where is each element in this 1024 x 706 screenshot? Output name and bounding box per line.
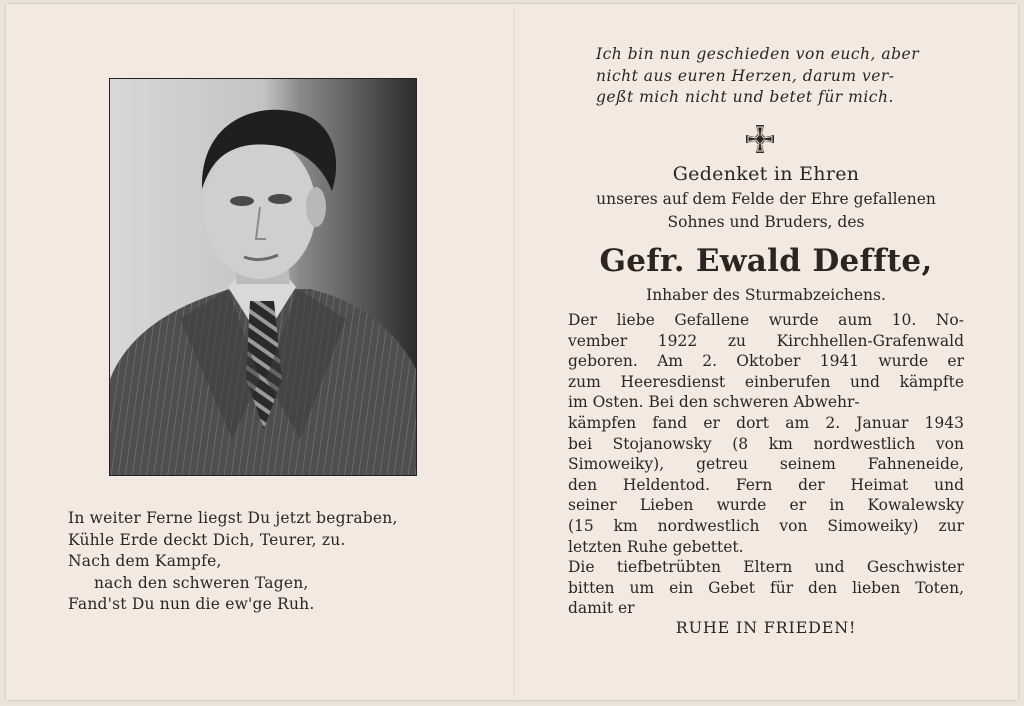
biography-line: Simoweiky), getreu seinem Fahneneide, bbox=[568, 455, 964, 474]
distinction: Inhaber des Sturmabzeichens. bbox=[646, 286, 886, 304]
closing-phrase: RUHE IN FRIEDEN! bbox=[675, 618, 857, 637]
biography-line: bei Stojanowsky (8 km nordwestlich von bbox=[568, 434, 964, 453]
heading: Gedenket in Ehren bbox=[672, 163, 860, 185]
poem-line: Fand'st Du nun die ew'ge Ruh. bbox=[68, 595, 315, 613]
center-fold bbox=[514, 4, 516, 700]
memorial-poem bbox=[68, 508, 488, 616]
biography-line: den Heldentod. Fern der Heimat und bbox=[568, 475, 964, 494]
biography-line: damit er bbox=[568, 599, 635, 618]
portrait-photo bbox=[109, 78, 417, 476]
motto-line: Ich bin nun geschieden von euch, aber bbox=[596, 45, 920, 63]
motto-line: geßt mich nicht und betet für mich. bbox=[596, 88, 894, 106]
biography-line: seiner Lieben wurde er in Kowalewsky bbox=[568, 496, 964, 515]
subheading-line: unseres auf dem Felde der Ehre gefallenen bbox=[596, 190, 936, 208]
biography-line: kämpfen fand er dort am 2. Januar 1943 bbox=[568, 413, 964, 432]
biography-line: letzten Ruhe gebettet. bbox=[568, 537, 744, 556]
biography-line: zum Heeresdienst einberufen und kämpfte bbox=[568, 372, 964, 391]
poem-line: nach den schweren Tagen, bbox=[94, 573, 309, 592]
deceased-name: Gefr. Ewald Deffte, bbox=[599, 243, 933, 279]
biography-line: vember 1922 zu Kirchhellen-Grafenwald bbox=[568, 331, 964, 350]
biography-line: im Osten. Bei den schweren Abwehr- bbox=[568, 393, 860, 412]
memorial-card bbox=[6, 4, 1018, 700]
biography-line: Die tiefbetrübten Eltern und Geschwister bbox=[568, 558, 964, 577]
poem-line: Kühle Erde deckt Dich, Teurer, zu. bbox=[68, 530, 346, 549]
iron-cross-icon bbox=[744, 123, 776, 155]
biography-line: geboren. Am 2. Oktober 1941 wurde er bbox=[568, 352, 964, 371]
portrait-illustration bbox=[110, 79, 416, 475]
motto-verse bbox=[596, 44, 966, 109]
biography-text bbox=[568, 310, 964, 619]
motto-line: nicht aus euren Herzen, darum ver- bbox=[596, 66, 895, 85]
poem-line: Nach dem Kampfe, bbox=[68, 552, 222, 570]
biography-line: (15 km nordwestlich von Simoweiky) zur bbox=[568, 516, 964, 535]
biography-line: bitten um ein Gebet für den lieben Toten, bbox=[568, 578, 964, 597]
subheading-line: Sohnes und Bruders, des bbox=[667, 213, 865, 231]
poem-line: In weiter Ferne liegst Du jetzt begraben, bbox=[68, 509, 398, 527]
biography-line: Der liebe Gefallene wurde aum 10. No- bbox=[568, 311, 964, 329]
